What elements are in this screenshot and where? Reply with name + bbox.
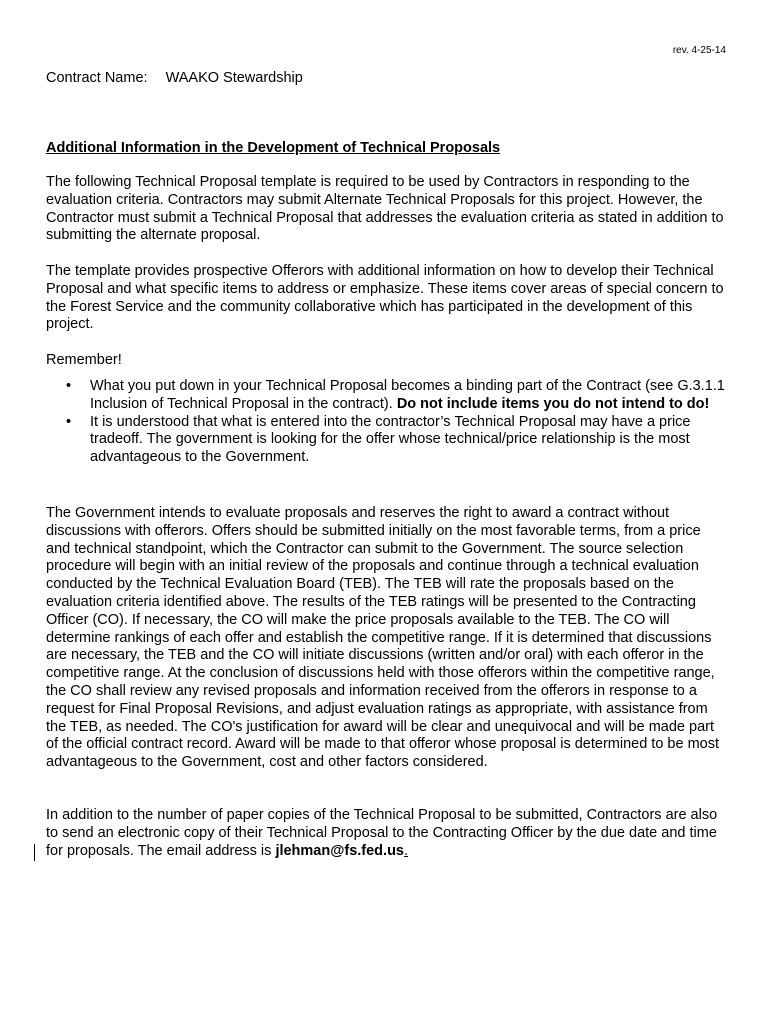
- revision-date: rev. 4-25-14: [672, 45, 726, 56]
- paragraph-template-requirement: The following Technical Proposal template is required to be used by Contractors in responding to the evaluation criteria. Contractors may submit Alternate Technical Proposals for this project. However, the Contractor must submit a Technical Proposal that addresses the evaluation criteria as stated in addition to submitting the alternate proposal.: [46, 174, 724, 244]
- sentence-period: .: [404, 842, 409, 859]
- paragraph-electronic-copy-text: In addition to the number of paper copies of the Technical Proposal to be submitted, Contractors are also to send an electronic copy of their Technical Proposal to the Contracting Officer by the due date and time for proposals. The email address is: [46, 807, 718, 859]
- contract-name-line: [46, 68, 303, 88]
- bullet-icon: •: [66, 413, 72, 430]
- list-item-emphasis: Do not include items you do not intend to do!: [396, 395, 710, 412]
- paragraph-evaluation-process: The Government intends to evaluate proposals and reserves the right to award a contract without discussions with offerors. Offers should be submitted initially on the most favorable terms, from a price and technical standpoint, which the Contractor can submit to the Government. The source selection procedure will begin with an initial review of the proposals and continue through a technical evaluation conducted by the Technical Evaluation Board (TEB). The TEB will rate the proposals based on the evaluation criteria identified above. The results of the TEB ratings will be presented to the Contracting Officer (CO). If necessary, the CO will make the price proposals available to the TEB. The CO will determine rankings of each offer and establish the competitive range. If it is determined that discussions are necessary, the TEB and the CO will initiate discussions (written and/or oral) with each offeror in the competitive range. At the conclusion of discussions held with those offerors within the competitive range, the CO shall review any revised proposals and information received from the offerors in response to a request for Final Proposal Revisions, and adjust evaluation ratings as appropriate, with assistance from the TEB, as needed. The CO's justification for award will be clear and unequivocal and will be made part of the official contract record. Award will be made to that offeror whose proposal is determined to be most advantageous to the Government, cost and other factors considered.: [46, 505, 719, 771]
- paragraph-template-purpose: The template provides prospective Offerors with additional information on how to develop their Technical Proposal and what specific items to address or emphasize. These items cover areas of special concern to the Forest Service and the community collaborative which has participated in the development of this project.: [46, 263, 724, 333]
- list-item-text: It is understood that what is entered into the contractor’s Technical Proposal may have a price tradeoff. The government is looking for the offer whose technical/price relationship is the most advantageous to the Government.: [90, 413, 691, 466]
- remember-list: [46, 378, 726, 467]
- remember-label: Remember!: [46, 352, 122, 368]
- paragraph-electronic-copy: [46, 807, 726, 860]
- contract-name-label: Contract Name:: [46, 70, 148, 86]
- list-item: [46, 414, 726, 467]
- contract-name-value: WAAKO Stewardship: [165, 70, 303, 86]
- list-item-text: What you put down in your Technical Proposal becomes a binding part of the Contract (see G.3.1.1 Inclusion of Technical Proposal in the contract).: [90, 378, 725, 412]
- email-link[interactable]: jlehman@fs.fed.us: [275, 842, 404, 859]
- section-heading: Additional Information in the Development of Technical Proposals: [46, 140, 501, 156]
- list-item: [46, 378, 726, 414]
- bullet-icon: •: [66, 378, 72, 394]
- change-bar: [34, 844, 35, 861]
